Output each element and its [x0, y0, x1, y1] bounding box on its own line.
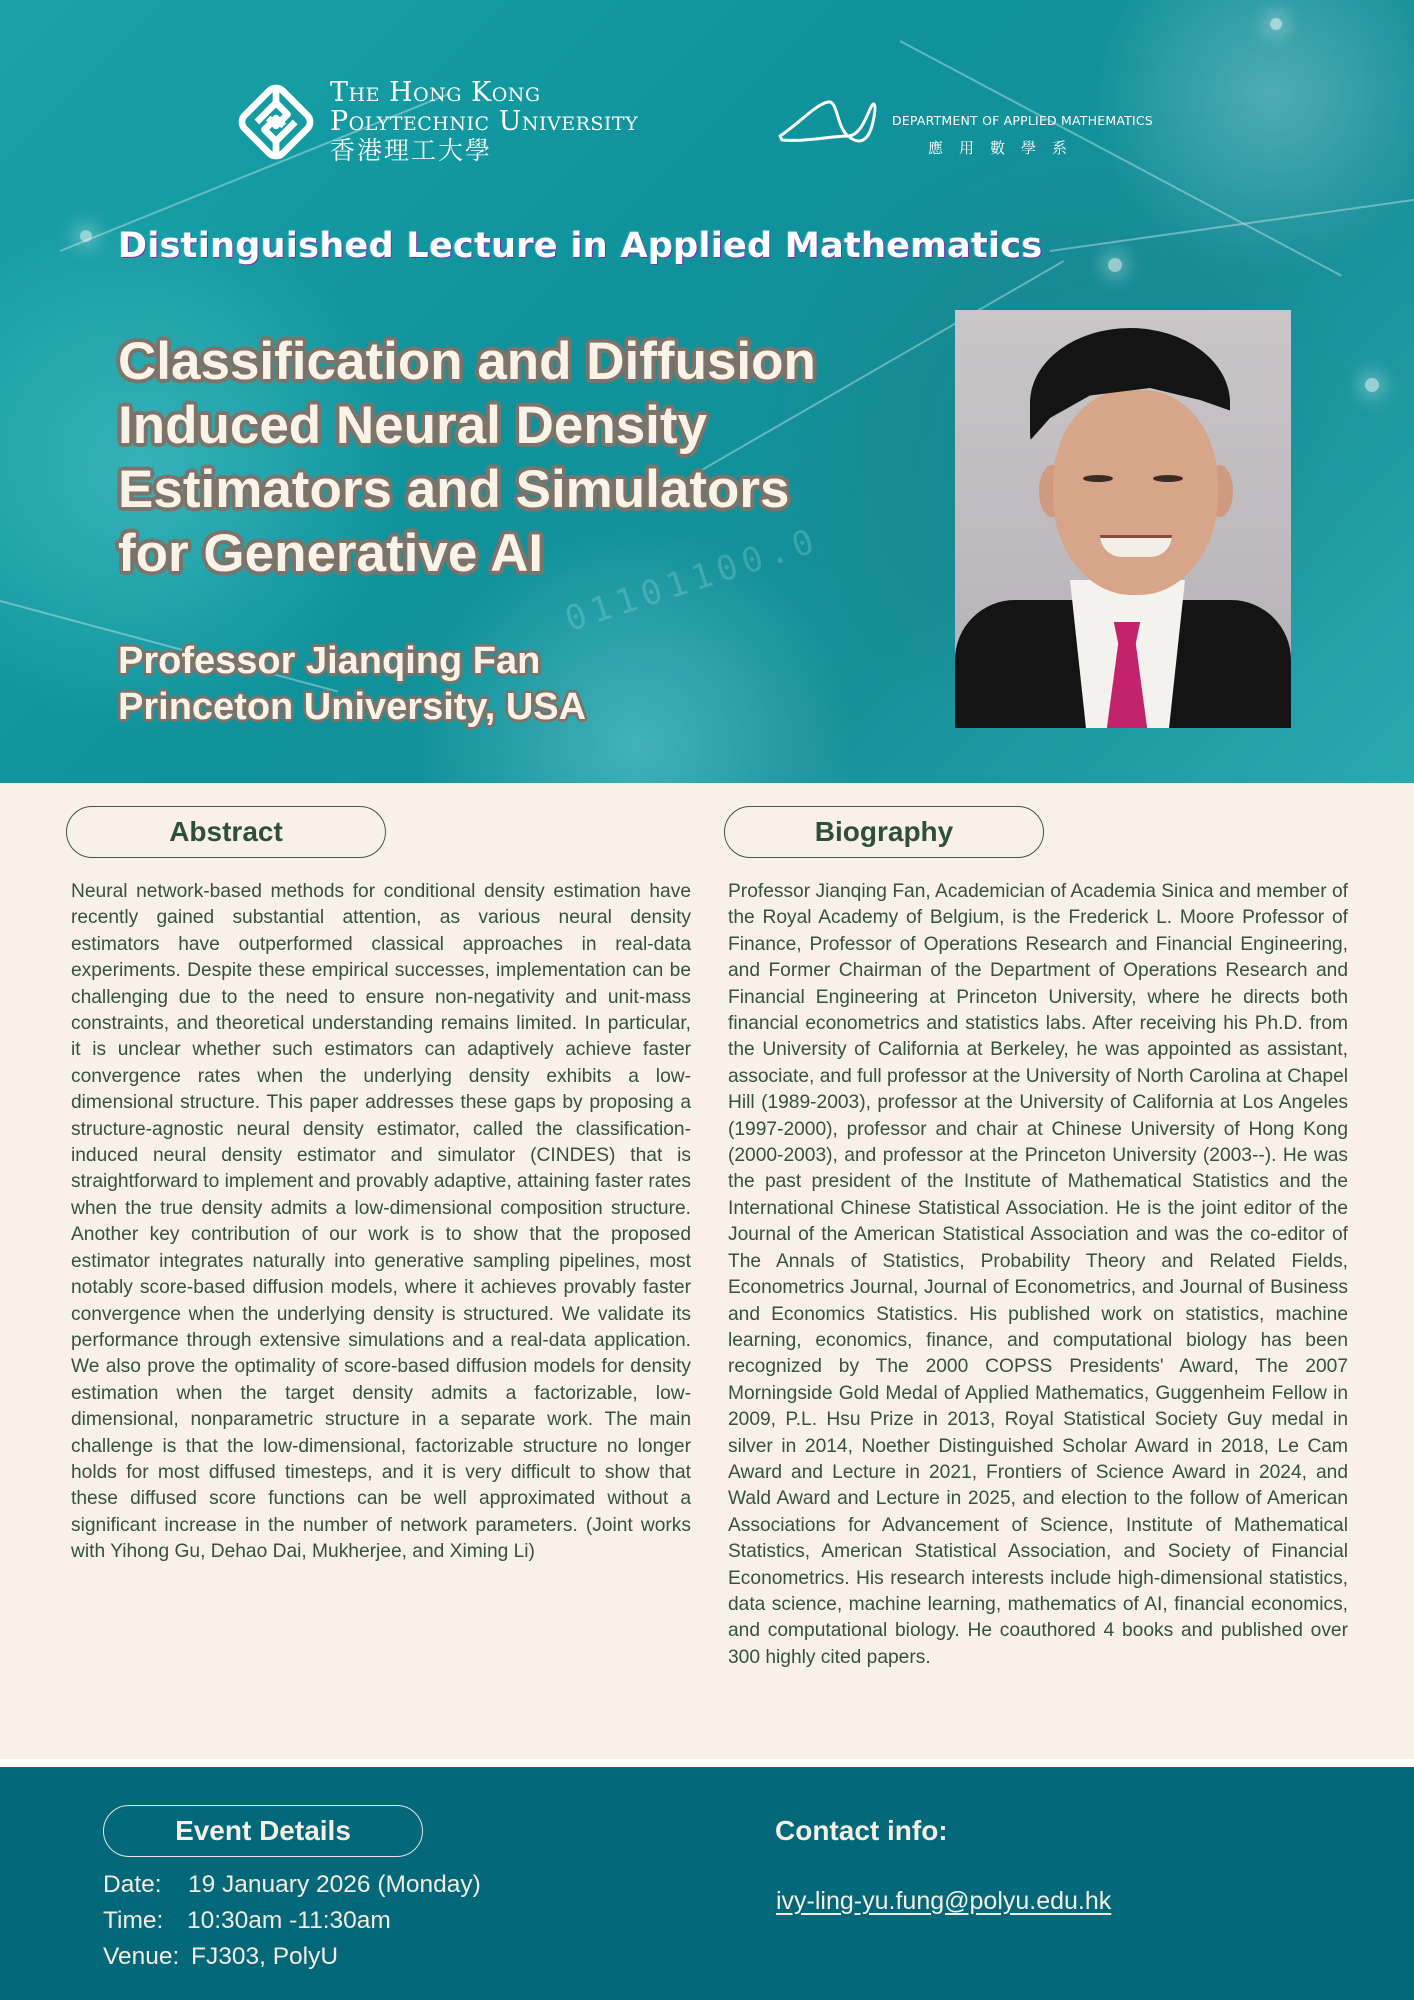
- speaker-affiliation: Princeton University, USA: [118, 686, 587, 728]
- talk-title-line: for Generative AI: [118, 524, 544, 583]
- event-details-list: [103, 1867, 481, 1975]
- applied-math-wave-logo-icon: [776, 96, 880, 148]
- network-node-decoration: [1108, 258, 1122, 272]
- department-name-english: DEPARTMENT OF APPLIED MATHEMATICS: [892, 113, 1153, 128]
- abstract-heading: Abstract: [66, 806, 386, 858]
- network-node-decoration: [1365, 378, 1379, 392]
- hero-banner: [0, 0, 1414, 783]
- event-date-label: Date:: [103, 1871, 162, 1898]
- contact-heading: Contact info:: [775, 1815, 948, 1846]
- talk-title: [118, 330, 878, 586]
- event-time-value: 10:30am -11:30am: [187, 1907, 391, 1934]
- section-divider: [0, 1759, 1414, 1767]
- polyu-knot-logo-icon: [228, 74, 324, 170]
- speaker-photo: [955, 310, 1291, 728]
- university-name-line2: Polytechnic University: [330, 106, 639, 137]
- biography-text: Professor Jianqing Fan, Academician of Academia Sinica and member of the Royal Academy of Belgium, is the Frederick L. Moore Professor of Finance, Professor of Operations Research and Financial Engineering, and Former Chairman of the Department of Operations Research and Financial Engineering at Princeton University, where he directs both financial econometrics and statistics labs. After receiving his Ph.D. from the University of California at Berkeley, he was appointed as assistant, associate, and full professor at the University of North Carolina at Chapel Hill (1989-2003), professor at the University of California at Los Angeles (1997-2000), professor and chair at Chinese University of Hong Kong (2000-2003), and professor at the Princeton University (2003--). He was the past president of the Institute of Mathematical Statistics and the International Chinese Statistical Association. He is the joint editor of the Journal of the American Statistical Association and was the co-editor of The Annals of Statistics, Probability Theory and Related Fields, Econometrics Journal, Journal of Econometrics, and Journal of Business and Economics Statistics. His published work on statistics, machine learning, economics, finance, and computational biology has been recognized by The 2000 COPSS Presidents' Award, The 2007 Morningside Gold Medal of Applied Mathematics, Guggenheim Fellow in 2009, P.L. Hsu Prize in 2013, Royal Statistical Society Guy medal in silver in 2014, Noether Distinguished Scholar Award in 2018, Le Cam Award and Lecture in 2021, Frontiers of Science Award in 2024, and Wald Award and Lecture in 2025, and election to the follow of American Associations for Advancement of Science, Institute of Mathematical Statistics, American Statistical Association, and Society of Financial Econometrics. His research interests include high-dimensional statistics, data science, machine learning, mathematics of AI, financial economics, and computational biology. He coauthored 4 books and published over 300 highly cited papers.: [728, 881, 1348, 1668]
- biography-heading: Biography: [724, 806, 1044, 858]
- network-node-decoration: [80, 230, 92, 242]
- content-section: [0, 783, 1414, 1759]
- event-footer: [0, 1767, 1414, 2000]
- event-date-value: 19 January 2026 (Monday): [188, 1871, 481, 1898]
- event-venue-label: Venue:: [103, 1943, 180, 1970]
- lecture-series-title: Distinguished Lecture in Applied Mathematics: [118, 226, 1043, 266]
- photo-face: [1053, 390, 1218, 595]
- binary-background-text: 01101100.0: [560, 520, 825, 640]
- university-name-line1: The Hong Kong: [330, 77, 541, 108]
- speaker-block: [118, 638, 586, 730]
- speaker-name: Professor Jianqing Fan: [118, 640, 541, 682]
- event-time: [103, 1903, 481, 1939]
- talk-title-line: Induced Neural Density: [118, 396, 708, 455]
- network-line-decoration: [1050, 197, 1414, 252]
- event-time-label: Time:: [103, 1907, 164, 1934]
- university-name-chinese: 香港理工大學: [330, 136, 493, 165]
- polyu-wordmark: [330, 78, 638, 166]
- contact-email-link[interactable]: ivy-ling-yu.fung@polyu.edu.hk: [776, 1887, 1112, 1915]
- talk-title-line: Classification and Diffusion: [118, 332, 816, 391]
- event-venue-value: FJ303, PolyU: [191, 1943, 339, 1970]
- talk-title-line: Estimators and Simulators: [118, 460, 790, 519]
- network-node-decoration: [1270, 18, 1282, 30]
- photo-eye: [1083, 475, 1113, 482]
- event-details-heading: Event Details: [103, 1805, 423, 1857]
- event-venue: [103, 1939, 481, 1975]
- photo-smile: [1100, 535, 1172, 557]
- abstract-text: Neural network-based methods for conditional density estimation have recently gained substantial attention, as various neural density estimators have outperformed classical approaches in real-data experiments. Despite these empirical successes, implementation can be challenging due to the need to ensure non-negativity and unit-mass constraints, and theoretical understanding remains limited. In particular, it is unclear whether such estimators can adaptively achieve faster convergence rates when the underlying density exhibits a low-dimensional structure. This paper addresses these gaps by proposing a structure-agnostic neural density estimator, called the classification-induced neural density estimator and simulator (CINDES) that is straightforward to implement and provably adaptive, attaining faster rates when the true density admits a low-dimensional composition structure. Another key contribution of our work is to show that the proposed estimator integrates naturally into generative sampling pipelines, most notably score-based diffusion models, where it achieves provably faster convergence when the underlying density is structured. We validate its performance through extensive simulations and a real-data application. We also prove the optimality of score-based diffusion models for density estimation when the target density admits a factorizable, low-dimensional, nonparametric structure in a separate work. The main challenge is that the low-dimensional, factorizable structure no longer holds for most diffused timesteps, and it is very difficult to show that these diffused score functions can be well approximated without a significant increase in the number of network parameters. (Joint works with Yihong Gu, Dehao Dai, Mukherjee, and Ximing Li): [71, 881, 691, 1563]
- department-name-chinese: 應用數學系: [928, 139, 1084, 157]
- event-date: [103, 1867, 481, 1903]
- photo-eye: [1153, 475, 1183, 482]
